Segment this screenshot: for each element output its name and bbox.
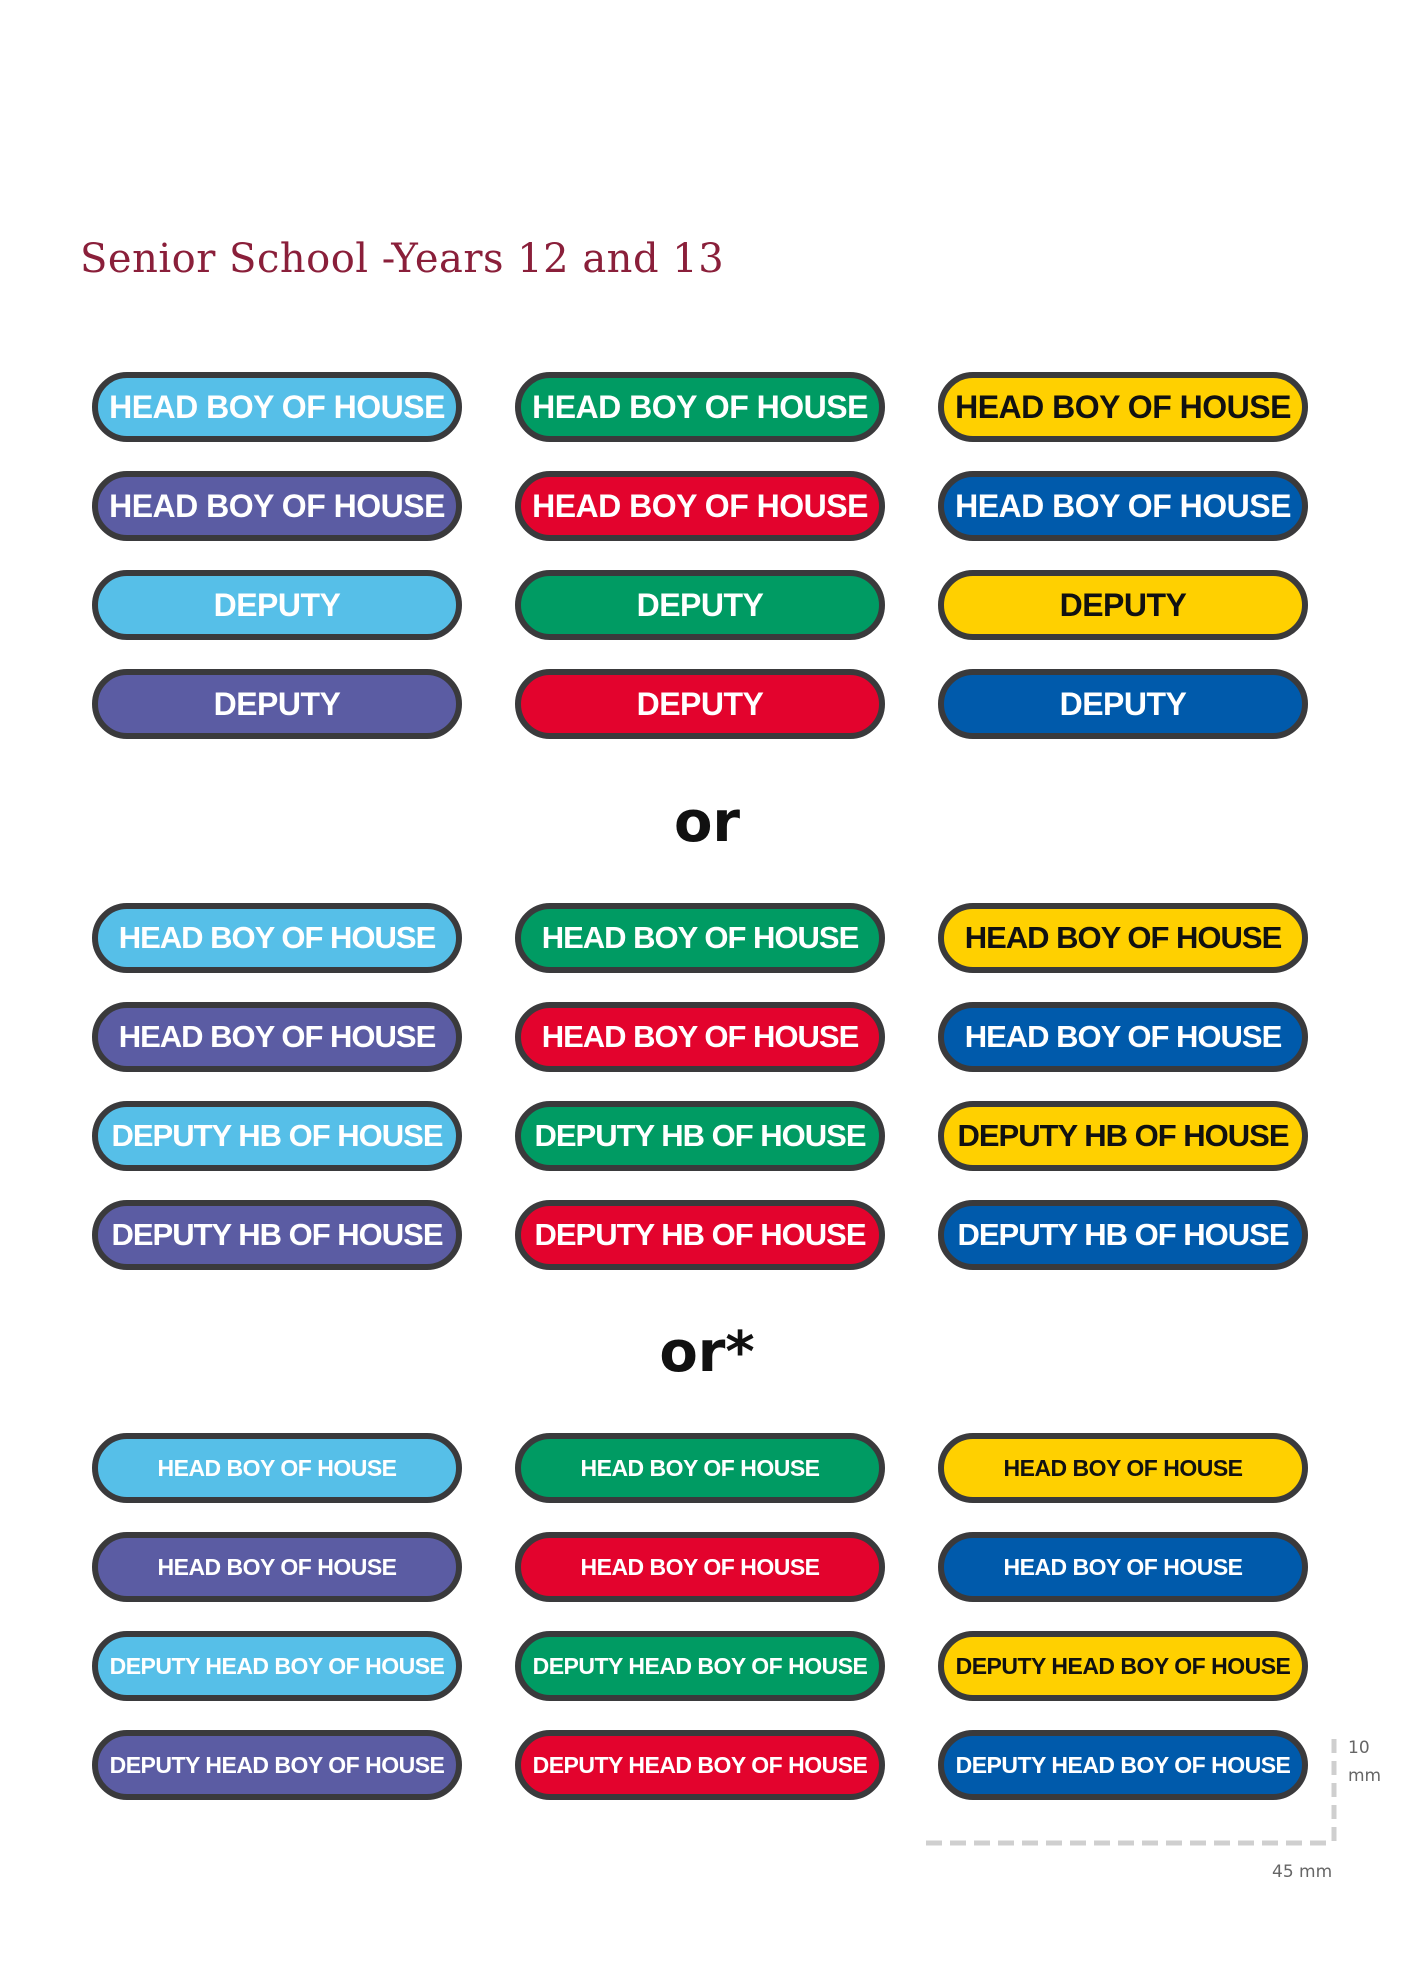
badge: HEAD BOY OF HOUSE — [938, 471, 1308, 541]
badge: HEAD BOY OF HOUSE — [92, 1433, 462, 1503]
width-dimension-label: 45 mm — [1272, 1862, 1333, 1882]
badge: HEAD BOY OF HOUSE — [938, 903, 1308, 973]
badge: DEPUTY HB OF HOUSE — [515, 1101, 885, 1171]
page-title: Senior School -Years 12 and 13 — [80, 236, 725, 282]
badge: HEAD BOY OF HOUSE — [515, 471, 885, 541]
separator-or-asterisk: or* — [659, 1320, 755, 1385]
badge: HEAD BOY OF HOUSE — [515, 1433, 885, 1503]
badge: HEAD BOY OF HOUSE — [92, 903, 462, 973]
badge: HEAD BOY OF HOUSE — [938, 372, 1308, 442]
badge: DEPUTY HB OF HOUSE — [92, 1200, 462, 1270]
badge: DEPUTY HB OF HOUSE — [92, 1101, 462, 1171]
badge: HEAD BOY OF HOUSE — [515, 372, 885, 442]
badge: DEPUTY — [515, 669, 885, 739]
badge: HEAD BOY OF HOUSE — [92, 471, 462, 541]
badge: DEPUTY — [938, 669, 1308, 739]
dimension-guide — [920, 1735, 1340, 1855]
badge: HEAD BOY OF HOUSE — [515, 903, 885, 973]
badge: DEPUTY — [515, 570, 885, 640]
badge: HEAD BOY OF HOUSE — [515, 1002, 885, 1072]
badge: DEPUTY HEAD BOY OF HOUSE — [92, 1631, 462, 1701]
badge: DEPUTY — [92, 669, 462, 739]
badge: DEPUTY HEAD BOY OF HOUSE — [938, 1631, 1308, 1701]
badge: HEAD BOY OF HOUSE — [938, 1433, 1308, 1503]
badge: DEPUTY HEAD BOY OF HOUSE — [515, 1631, 885, 1701]
badge: DEPUTY HB OF HOUSE — [938, 1101, 1308, 1171]
badge: HEAD BOY OF HOUSE — [938, 1002, 1308, 1072]
badge: HEAD BOY OF HOUSE — [92, 372, 462, 442]
badge: DEPUTY HEAD BOY OF HOUSE — [938, 1730, 1308, 1800]
height-dimension-unit: mm — [1348, 1766, 1382, 1786]
badge: DEPUTY — [938, 570, 1308, 640]
badge: DEPUTY HB OF HOUSE — [515, 1200, 885, 1270]
badge: DEPUTY — [92, 570, 462, 640]
badge: DEPUTY HB OF HOUSE — [938, 1200, 1308, 1270]
badge: DEPUTY HEAD BOY OF HOUSE — [515, 1730, 885, 1800]
badge: DEPUTY HEAD BOY OF HOUSE — [92, 1730, 462, 1800]
badge: HEAD BOY OF HOUSE — [938, 1532, 1308, 1602]
badge: HEAD BOY OF HOUSE — [515, 1532, 885, 1602]
separator-or: or — [673, 790, 741, 855]
badge: HEAD BOY OF HOUSE — [92, 1532, 462, 1602]
height-dimension-value: 10 — [1348, 1738, 1370, 1758]
badge: HEAD BOY OF HOUSE — [92, 1002, 462, 1072]
